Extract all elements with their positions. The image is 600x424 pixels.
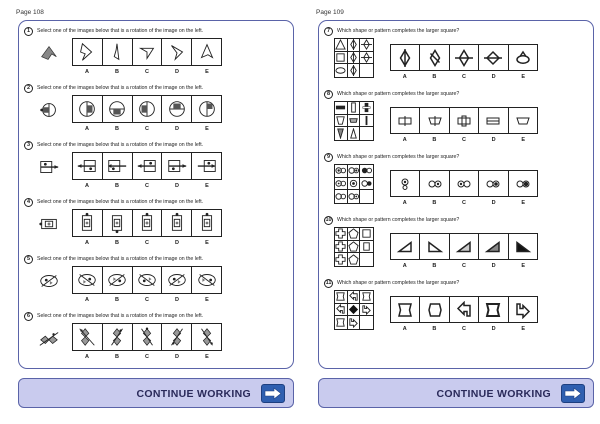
option-letters: A B C D E bbox=[85, 240, 209, 246]
question-number: 6 bbox=[24, 312, 33, 321]
missing-cell bbox=[360, 253, 373, 266]
question-number: 5 bbox=[24, 255, 33, 264]
continue-label: CONTINUE WORKING bbox=[436, 388, 551, 400]
option-a[interactable] bbox=[391, 171, 420, 196]
option-a[interactable] bbox=[73, 153, 103, 179]
option-letters: A B C D E bbox=[85, 126, 209, 132]
answer-options bbox=[390, 296, 538, 323]
questions-panel bbox=[318, 20, 594, 369]
option-c[interactable] bbox=[133, 39, 163, 65]
option-c[interactable] bbox=[133, 267, 163, 293]
option-b[interactable] bbox=[420, 171, 449, 196]
pattern-grid bbox=[334, 101, 374, 141]
missing-cell bbox=[360, 190, 373, 203]
question-5 bbox=[24, 254, 290, 303]
option-d[interactable] bbox=[479, 297, 508, 322]
question-number: 10 bbox=[325, 217, 332, 223]
option-a[interactable] bbox=[391, 108, 420, 133]
option-letters: A B C D E bbox=[402, 74, 525, 80]
option-d[interactable] bbox=[162, 153, 192, 179]
question-text: Select one of the images below that is a rotation of the image on the left. bbox=[37, 256, 204, 262]
question-4 bbox=[24, 197, 290, 246]
option-d[interactable] bbox=[479, 171, 508, 196]
continue-working-banner[interactable] bbox=[318, 378, 594, 408]
option-a[interactable] bbox=[391, 234, 420, 259]
question-3 bbox=[24, 140, 290, 189]
question-number: 8 bbox=[324, 90, 333, 99]
option-e[interactable] bbox=[192, 96, 221, 122]
answer-options bbox=[72, 323, 222, 351]
option-e[interactable] bbox=[192, 210, 221, 236]
option-letters: A B C D E bbox=[85, 183, 209, 189]
answer-options bbox=[72, 95, 222, 123]
option-e[interactable] bbox=[192, 153, 221, 179]
question-1 bbox=[24, 26, 290, 75]
reference-shape bbox=[38, 270, 60, 292]
option-d[interactable] bbox=[479, 234, 508, 259]
reference-shape bbox=[38, 99, 60, 121]
question-8 bbox=[324, 89, 590, 143]
option-c[interactable] bbox=[450, 171, 479, 196]
answer-options bbox=[72, 152, 222, 180]
option-e[interactable] bbox=[509, 108, 537, 133]
option-letters: A B C D E bbox=[402, 263, 525, 269]
missing-cell bbox=[360, 316, 373, 329]
question-text: Which shape or pattern completes the larger square? bbox=[337, 28, 460, 34]
option-c[interactable] bbox=[450, 45, 479, 70]
option-letters: A B C D E bbox=[402, 326, 525, 332]
option-a[interactable] bbox=[73, 96, 103, 122]
answer-options bbox=[390, 107, 538, 134]
next-button[interactable] bbox=[261, 384, 285, 403]
question-text: Select one of the images below that is a rotation of the image on the left. bbox=[37, 28, 204, 34]
option-a[interactable] bbox=[73, 267, 103, 293]
question-text: Select one of the images below that is a rotation of the image on the left. bbox=[37, 142, 204, 148]
option-letters: A B C D E bbox=[85, 297, 209, 303]
question-number: 4 bbox=[24, 198, 33, 207]
option-a[interactable] bbox=[73, 39, 103, 65]
option-e[interactable] bbox=[509, 234, 537, 259]
option-letters: A B C D E bbox=[85, 354, 209, 360]
option-e[interactable] bbox=[509, 171, 537, 196]
option-c[interactable] bbox=[133, 324, 163, 350]
option-a[interactable] bbox=[73, 210, 103, 236]
option-c[interactable] bbox=[450, 234, 479, 259]
option-c[interactable] bbox=[133, 153, 163, 179]
option-letters: A B C D E bbox=[402, 137, 525, 143]
question-text: Which shape or pattern completes the larger square? bbox=[337, 91, 460, 97]
question-text: Which shape or pattern completes the larger square? bbox=[337, 154, 460, 160]
continue-label: CONTINUE WORKING bbox=[136, 388, 251, 400]
option-b[interactable] bbox=[420, 45, 449, 70]
option-a[interactable] bbox=[73, 324, 103, 350]
option-letters: A B C D E bbox=[402, 200, 525, 206]
option-e[interactable] bbox=[509, 297, 537, 322]
question-6 bbox=[24, 311, 290, 360]
question-9 bbox=[324, 152, 590, 206]
option-e[interactable] bbox=[509, 45, 537, 70]
question-number: 2 bbox=[24, 84, 33, 93]
option-e[interactable] bbox=[192, 267, 221, 293]
answer-options bbox=[72, 38, 222, 66]
option-b[interactable] bbox=[420, 234, 449, 259]
answer-options bbox=[72, 209, 222, 237]
option-d[interactable] bbox=[479, 45, 508, 70]
option-b[interactable] bbox=[420, 108, 449, 133]
page-108 bbox=[14, 0, 300, 424]
question-number: 1 bbox=[24, 27, 33, 36]
question-11 bbox=[324, 278, 590, 332]
page-number: Page 108 bbox=[16, 9, 44, 16]
answer-options bbox=[390, 170, 538, 197]
option-a[interactable] bbox=[391, 297, 420, 322]
page-109 bbox=[314, 0, 600, 424]
next-button[interactable] bbox=[561, 384, 585, 403]
pattern-grid bbox=[334, 38, 374, 78]
reference-shape bbox=[38, 42, 60, 64]
option-b[interactable] bbox=[103, 39, 133, 65]
option-d[interactable] bbox=[162, 324, 192, 350]
right-arrow-icon bbox=[564, 387, 582, 400]
option-d[interactable] bbox=[162, 267, 192, 293]
option-e[interactable] bbox=[192, 324, 221, 350]
option-c[interactable] bbox=[133, 96, 163, 122]
question-number: 7 bbox=[324, 27, 333, 36]
answer-options bbox=[72, 266, 222, 294]
missing-cell bbox=[360, 127, 373, 140]
question-10 bbox=[324, 215, 590, 269]
option-b[interactable] bbox=[103, 153, 133, 179]
option-a[interactable] bbox=[391, 45, 420, 70]
option-b[interactable] bbox=[103, 96, 133, 122]
option-d[interactable] bbox=[162, 210, 192, 236]
option-b[interactable] bbox=[103, 324, 133, 350]
questions-panel bbox=[18, 20, 294, 369]
question-2 bbox=[24, 83, 290, 132]
option-c[interactable] bbox=[450, 108, 479, 133]
pattern-grid bbox=[334, 227, 374, 267]
option-b[interactable] bbox=[103, 267, 133, 293]
question-text: Which shape or pattern completes the larger square? bbox=[337, 217, 460, 223]
continue-working-banner[interactable] bbox=[18, 378, 294, 408]
reference-shape bbox=[38, 327, 60, 349]
reference-shape bbox=[38, 156, 60, 178]
question-number: 11 bbox=[325, 280, 332, 286]
pattern-grid bbox=[334, 164, 374, 204]
option-b[interactable] bbox=[103, 210, 133, 236]
option-e[interactable] bbox=[192, 39, 221, 65]
option-c[interactable] bbox=[133, 210, 163, 236]
option-b[interactable] bbox=[420, 297, 449, 322]
option-d[interactable] bbox=[162, 96, 192, 122]
option-letters: A B C D E bbox=[85, 69, 209, 75]
question-text: Which shape or pattern completes the larger square? bbox=[337, 280, 460, 286]
question-number: 9 bbox=[324, 153, 333, 162]
question-number: 3 bbox=[24, 141, 33, 150]
question-7 bbox=[324, 26, 590, 80]
option-c[interactable] bbox=[450, 297, 479, 322]
answer-options bbox=[390, 233, 538, 260]
right-arrow-icon bbox=[264, 387, 282, 400]
question-text: Select one of the images below that is a rotation of the image on the left. bbox=[37, 85, 204, 91]
answer-options bbox=[390, 44, 538, 71]
question-text: Select one of the images below that is a rotation of the image on the left. bbox=[37, 313, 204, 319]
pattern-grid bbox=[334, 290, 374, 330]
missing-cell bbox=[360, 64, 373, 77]
question-text: Select one of the images below that is a rotation of the image on the left. bbox=[37, 199, 204, 205]
option-d[interactable] bbox=[162, 39, 192, 65]
option-d[interactable] bbox=[479, 108, 508, 133]
page-number: Page 109 bbox=[316, 9, 344, 16]
reference-shape bbox=[38, 213, 60, 235]
